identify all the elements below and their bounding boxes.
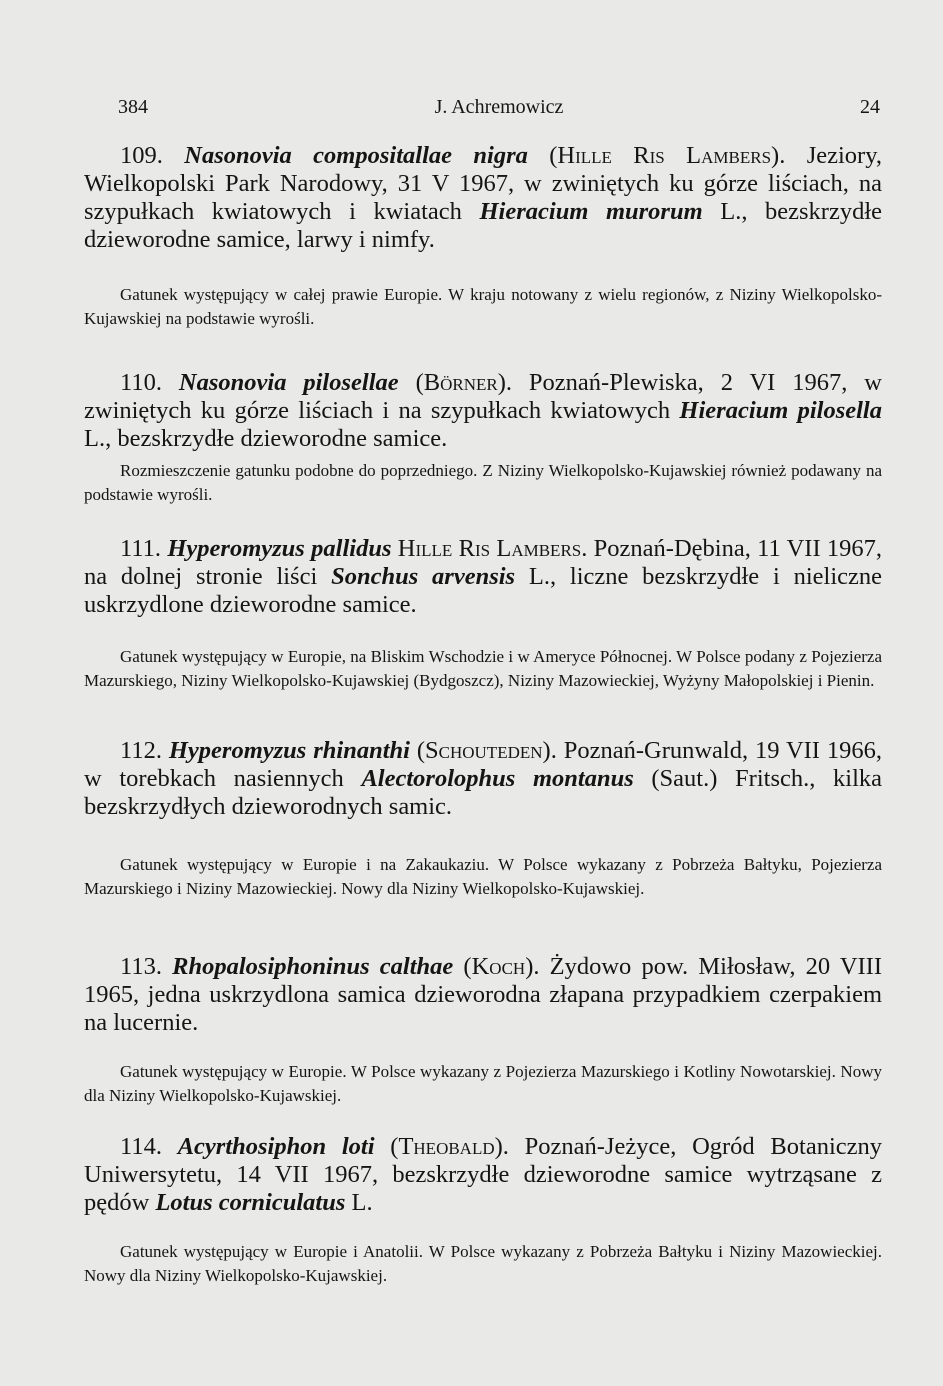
host-plant: Hieracium pilosella: [679, 397, 882, 424]
taxon-authority: Hille Ris Lambers: [397, 535, 582, 562]
note-paragraph: Gatunek występujący w Europie i na Zakaukaziu. W Polsce wykazany z Pobrzeża Bałtyku, Pojezierza Mazurskiego i Niziny Mazowieckiej. Nowy dla Niziny Wielkopolsko-Kujawskiej.: [84, 855, 882, 898]
taxon-name: Hyperomyzus rhinanthi: [168, 737, 410, 764]
entry-number: 111.: [120, 535, 162, 562]
taxon-name: Rhopalosiphoninus calthae: [172, 953, 454, 980]
species-note-112: [84, 853, 882, 901]
entry-paragraph: [84, 142, 882, 254]
article-page-number: 24: [860, 96, 880, 118]
entry-number: 109.: [120, 142, 163, 169]
taxon-authority: Koch: [471, 953, 526, 980]
punct: (: [409, 737, 426, 764]
note-paragraph: Gatunek występujący w Europie. W Polsce wykazany z Pojezierza Mazurskiego i Kotliny Nowotarskiej. Nowy dla Niziny Wielkopolsko-Kujawskiej.: [84, 1062, 882, 1105]
species-entry-114: [84, 1133, 882, 1217]
host-plant: Hieracium murorum: [479, 198, 703, 225]
punct: (: [527, 142, 558, 169]
note-paragraph: Gatunek występujący w całej prawie Europie. W kraju notowany z wielu regionów, z Niziny Wielkopolsko-Kujawskiej na podstawie wyrośli.: [84, 285, 882, 328]
note-paragraph: Gatunek występujący w Europie i Anatolii. W Polsce wykazany z Pobrzeża Bałtyku i Niziny Mazowieckiej. Nowy dla Niziny Wielkopolsko-Kujawskiej.: [84, 1242, 882, 1285]
species-entry-112: [84, 737, 882, 821]
taxon-authority: Theobald: [398, 1133, 495, 1160]
record-text: . Poznań-Dębina, 11 VII 1967, na dolnej stronie liści: [84, 535, 883, 590]
note-paragraph: Gatunek występujący w Europie, na Bliskim Wschodzie i w Ameryce Północnej. W Polsce podany z Pojezierza Mazurskiego, Niziny Wielkopolsko-Kujawskiej (Bydgoszcz), Niziny Mazowieckiej, Wyżyny Małopolskiej i Pienin.: [84, 647, 882, 690]
entry-paragraph: [84, 953, 882, 1037]
record-tail: L., liczne bezskrzydłe i nieliczne uskrzydlone dzieworodne samice.: [84, 563, 882, 618]
entry-paragraph: [84, 1133, 882, 1217]
taxon-authority: Hille Ris Lambers: [557, 142, 772, 169]
species-note-111: [84, 645, 882, 693]
host-plant: Lotus corniculatus: [155, 1189, 346, 1216]
taxon-name: Acyrthosiphon loti: [177, 1133, 375, 1160]
entry-paragraph: [84, 535, 882, 619]
record-text: ). Poznań-Grunwald, 19 VII 1966, w torebkach nasiennych: [84, 737, 882, 792]
entry-number: 113.: [120, 953, 162, 980]
entry-paragraph: [84, 737, 882, 821]
species-note-110: [84, 459, 882, 507]
running-author: J. Achremowicz: [434, 96, 564, 118]
record-text: ). Poznań-Jeżyce, Ogród Botaniczny Uniwersytetu, 14 VII 1967, bezskrzydłe dzieworodne samice wytrząsane z pędów: [84, 1133, 882, 1216]
record-tail: L., bezskrzydłe dzieworodne samice.: [84, 425, 448, 452]
record-text: ). Jeziory, Wielkopolski Park Narodowy, 31 V 1967, w zwiniętych ku górze liściach, na szypułkach kwiatowych i kwiatach: [84, 142, 882, 225]
species-note-109: [84, 283, 882, 331]
taxon-name: Hyperomyzus pallidus: [167, 535, 392, 562]
record-tail: (Saut.) Fritsch., kilka bezskrzydłych dzieworodnych samic.: [84, 765, 882, 820]
entry-number: 112.: [120, 737, 162, 764]
punct: (: [398, 369, 424, 396]
species-note-114: [84, 1240, 882, 1288]
species-entry-113: [84, 953, 882, 1037]
host-plant: Sonchus arvensis: [331, 563, 516, 590]
entry-paragraph: [84, 369, 882, 453]
record-text: ). Żydowo pow. Miłosław, 20 VIII 1965, jedna uskrzydlona samica dzieworodna złapana przypadkiem czerpakiem na lucernie.: [84, 953, 882, 1036]
record-tail: L., bezskrzydłe dzieworodne samice, larwy i nimfy.: [84, 198, 883, 253]
note-paragraph: Rozmieszczenie gatunku podobne do poprzedniego. Z Niziny Wielkopolsko-Kujawskiej również podawany na podstawie wyrośli.: [84, 461, 882, 504]
taxon-authority: Schouteden: [425, 737, 543, 764]
species-entry-110: [84, 369, 882, 453]
running-header: [118, 96, 880, 122]
page-number: 384: [118, 96, 148, 118]
entry-number: 110.: [120, 369, 162, 396]
record-text: ). Poznań-Plewiska, 2 VI 1967, w zwiniętych ku górze liściach i na szypułkach kwiatowych: [84, 369, 882, 424]
taxon-authority: Börner: [423, 369, 498, 396]
punct: (: [374, 1133, 399, 1160]
species-entry-111: [84, 535, 882, 619]
taxon-name: Nasonovia compositallae nigra: [184, 142, 528, 169]
taxon-name: Nasonovia pilosellae: [178, 369, 399, 396]
host-plant: Alectorolophus montanus: [361, 765, 634, 792]
punct: (: [453, 953, 472, 980]
species-note-113: [84, 1060, 882, 1108]
record-tail: L.: [345, 1189, 373, 1216]
species-entry-109: [84, 142, 882, 254]
entry-number: 114.: [120, 1133, 162, 1160]
